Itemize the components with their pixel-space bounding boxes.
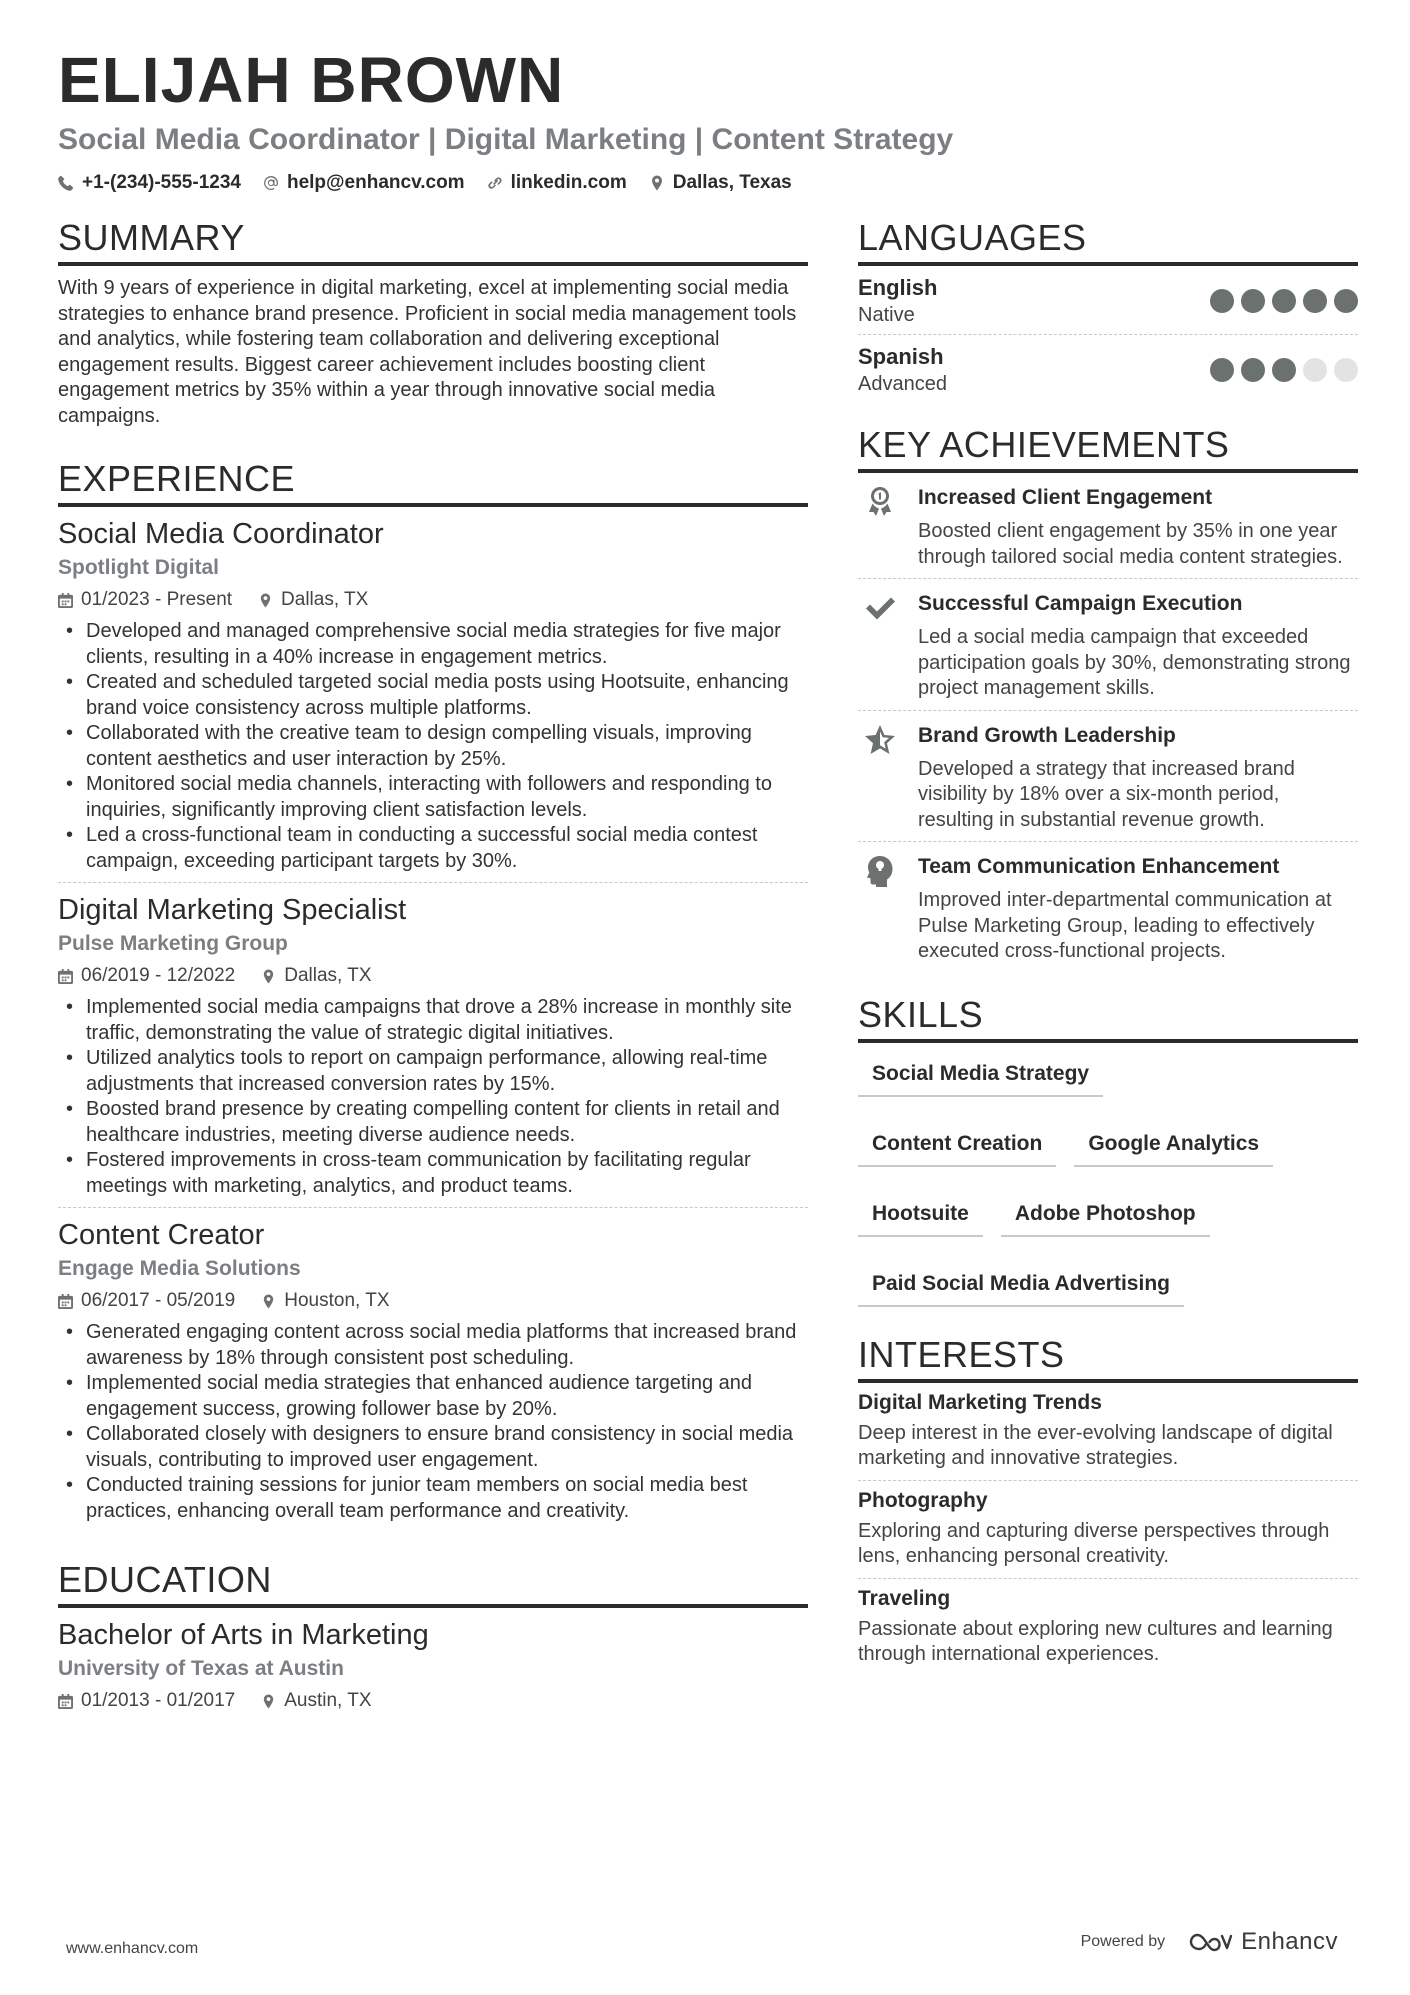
job-bullet: • Developed and managed comprehensive social media strategies for five major clients, resulting in a 40% increase in engagement metrics. bbox=[58, 619, 808, 670]
interests-section bbox=[858, 1333, 1358, 1676]
location-icon bbox=[258, 593, 273, 608]
link-icon bbox=[487, 175, 503, 191]
job-bullet: • Utilized analytics tools to report on campaign performance, allowing real-time adjustments that increased conversion rates by 15%. bbox=[58, 1046, 808, 1097]
footer-website[interactable]: www.enhancv.com bbox=[66, 1940, 199, 1957]
skill-tag: Content Creation bbox=[858, 1125, 1056, 1167]
job-location bbox=[261, 961, 371, 991]
job-location-text: Dallas, TX bbox=[284, 965, 372, 986]
resume-header bbox=[58, 42, 1358, 194]
job-entry bbox=[58, 507, 808, 883]
job-meta bbox=[58, 961, 808, 991]
company-name: Pulse Marketing Group bbox=[58, 932, 288, 955]
powered-by-label: Powered by bbox=[1080, 1933, 1166, 1950]
job-bullets bbox=[58, 995, 808, 1199]
interests-heading: INTERESTS bbox=[858, 1333, 1358, 1383]
languages-heading: LANGUAGES bbox=[858, 216, 1358, 266]
job-location bbox=[258, 585, 368, 615]
achievement-desc: Developed a strategy that increased brand visibility by 18% over a six-month period, resulting in substantial revenue growth. bbox=[918, 757, 1295, 831]
checkmark-icon bbox=[863, 591, 897, 625]
rating-dot-filled bbox=[1303, 289, 1327, 313]
language-rating bbox=[1210, 289, 1358, 313]
contact-email-text: help@enhancv.com bbox=[286, 172, 465, 193]
education-location-text: Austin, TX bbox=[284, 1690, 372, 1711]
job-title: Social Media Coordinator bbox=[58, 518, 384, 550]
job-bullet: • Boosted brand presence by creating compelling content for clients in retail and healthcare industries, meeting diverse audience needs. bbox=[58, 1097, 808, 1148]
left-column bbox=[58, 216, 808, 1724]
job-meta bbox=[58, 585, 808, 615]
achievement-icon-wrap bbox=[858, 589, 902, 702]
achievement-icon-wrap bbox=[858, 852, 902, 965]
location-icon bbox=[261, 1294, 276, 1309]
job-bullet: • Created and scheduled targeted social media posts using Hootsuite, enhancing brand voice consistency across multiple platforms. bbox=[58, 670, 808, 721]
achievement-title: Increased Client Engagement bbox=[918, 486, 1213, 509]
education-meta bbox=[58, 1686, 808, 1716]
contact-email[interactable] bbox=[263, 172, 465, 194]
language-name: English bbox=[858, 275, 938, 300]
contact-bar bbox=[58, 172, 1358, 194]
job-bullets bbox=[58, 1320, 808, 1524]
rating-dot-filled bbox=[1241, 358, 1265, 382]
degree-title: Bachelor of Arts in Marketing bbox=[58, 1619, 429, 1651]
job-dates bbox=[58, 585, 232, 615]
award-ribbon-icon bbox=[863, 485, 897, 519]
language-item bbox=[858, 335, 1358, 403]
skills-section bbox=[858, 993, 1358, 1307]
job-bullet: • Collaborated with the creative team to design compelling visuals, improving content aesthetics and user interaction by 25%. bbox=[58, 721, 808, 772]
education-dates-text: 01/2013 - 01/2017 bbox=[81, 1690, 236, 1711]
achievement-desc: Boosted client engagement by 35% in one year through tailored social media content strategies. bbox=[918, 520, 1343, 568]
calendar-icon bbox=[58, 1294, 73, 1309]
job-bullet: • Led a cross-functional team in conducting a successful social media contest campaign, exceeding participant targets by 30%. bbox=[58, 823, 808, 874]
job-dates bbox=[58, 1286, 235, 1316]
contact-location bbox=[649, 172, 792, 194]
interest-item bbox=[858, 1481, 1358, 1579]
candidate-name: ELIJAH BROWN bbox=[58, 44, 565, 116]
enhancv-logo-icon bbox=[1187, 1930, 1233, 1954]
job-dates-text: 01/2023 - Present bbox=[81, 589, 233, 610]
interest-desc: Deep interest in the ever-evolving landscape of digital marketing and innovative strategies. bbox=[858, 1421, 1333, 1469]
language-name: Spanish bbox=[858, 344, 944, 369]
location-icon bbox=[649, 175, 665, 191]
job-entry bbox=[58, 883, 808, 1208]
achievement-desc: Led a social media campaign that exceeded participation goals by 30%, demonstrating strong project management skills. bbox=[918, 626, 1351, 699]
summary-heading: SUMMARY bbox=[58, 216, 808, 266]
interest-title: Digital Marketing Trends bbox=[858, 1390, 1102, 1414]
experience-heading: EXPERIENCE bbox=[58, 457, 808, 507]
job-bullet: • Implemented social media strategies that enhanced audience targeting and engagement success, growing follower base by 20%. bbox=[58, 1371, 808, 1422]
education-entry bbox=[58, 1608, 808, 1724]
interest-title: Photography bbox=[858, 1488, 988, 1512]
education-heading: EDUCATION bbox=[58, 1558, 808, 1608]
rating-dot-filled bbox=[1210, 358, 1234, 382]
skills-list bbox=[858, 1055, 1358, 1307]
job-bullet: • Monitored social media channels, interacting with followers and responding to inquiries, significantly improving client satisfaction levels. bbox=[58, 772, 808, 823]
company-name: Spotlight Digital bbox=[58, 556, 219, 579]
contact-linkedin[interactable] bbox=[487, 172, 627, 194]
achievement-title: Team Communication Enhancement bbox=[918, 855, 1280, 878]
achievement-icon-wrap bbox=[858, 721, 902, 834]
education-section bbox=[58, 1558, 808, 1724]
job-bullet: • Conducted training sessions for junior team members on social media best practices, enhancing overall team performance and creativity. bbox=[58, 1473, 808, 1524]
achievement-title: Brand Growth Leadership bbox=[918, 723, 1176, 747]
enhancv-logo[interactable] bbox=[1187, 1928, 1338, 1956]
right-column bbox=[858, 216, 1358, 1676]
skill-tag: Adobe Photoshop bbox=[1001, 1195, 1210, 1237]
skill-tag: Social Media Strategy bbox=[858, 1055, 1103, 1097]
summary-section bbox=[58, 216, 808, 429]
footer-branding[interactable] bbox=[1081, 1928, 1338, 1956]
language-level: Native bbox=[858, 304, 915, 326]
rating-dot-empty bbox=[1303, 358, 1327, 382]
contact-phone[interactable] bbox=[58, 172, 241, 194]
phone-icon bbox=[58, 175, 74, 191]
head-thought-icon bbox=[863, 854, 897, 888]
languages-section bbox=[858, 216, 1358, 403]
calendar-icon bbox=[58, 593, 73, 608]
achievements-heading: KEY ACHIEVEMENTS bbox=[858, 423, 1358, 473]
contact-location-text: Dallas, Texas bbox=[672, 172, 792, 193]
achievements-section bbox=[858, 423, 1358, 973]
job-title: Content Creator bbox=[58, 1219, 265, 1251]
rating-dot-empty bbox=[1334, 358, 1358, 382]
education-location bbox=[261, 1686, 371, 1716]
at-icon bbox=[263, 175, 279, 191]
calendar-icon bbox=[58, 1694, 73, 1709]
experience-section bbox=[58, 457, 808, 1532]
job-location-text: Dallas, TX bbox=[281, 589, 369, 610]
job-bullet: • Fostered improvements in cross-team communication by facilitating regular meetings with marketing, analytics, and product teams. bbox=[58, 1148, 808, 1199]
rating-dot-filled bbox=[1210, 289, 1234, 313]
rating-dot-filled bbox=[1334, 289, 1358, 313]
job-bullet: • Collaborated closely with designers to ensure brand consistency in social media visuals, contributing to improved user engagement. bbox=[58, 1422, 808, 1473]
achievement-item bbox=[858, 711, 1358, 843]
job-location bbox=[261, 1286, 389, 1316]
skill-tag: Hootsuite bbox=[858, 1195, 983, 1237]
contact-phone-text: +1-(234)-555-1234 bbox=[82, 172, 241, 193]
interest-item bbox=[858, 1579, 1358, 1676]
job-meta bbox=[58, 1286, 808, 1316]
rating-dot-filled bbox=[1272, 358, 1296, 382]
language-item bbox=[858, 266, 1358, 335]
job-bullets bbox=[58, 619, 808, 874]
achievement-icon-wrap bbox=[858, 483, 902, 570]
interest-item bbox=[858, 1383, 1358, 1481]
language-rating bbox=[1210, 358, 1358, 382]
interest-title: Traveling bbox=[858, 1586, 951, 1610]
calendar-icon bbox=[58, 969, 73, 984]
location-icon bbox=[261, 969, 276, 984]
skill-tag: Google Analytics bbox=[1074, 1125, 1273, 1167]
contact-linkedin-text: linkedin.com bbox=[510, 172, 627, 193]
job-dates-text: 06/2019 - 12/2022 bbox=[81, 965, 236, 986]
candidate-title: Social Media Coordinator | Digital Marketing | Content Strategy bbox=[58, 123, 954, 156]
achievement-desc: Improved inter-departmental communication at Pulse Marketing Group, leading to effectively executed cross-functional projects. bbox=[918, 889, 1332, 962]
achievement-item bbox=[858, 842, 1358, 973]
language-level: Advanced bbox=[858, 373, 947, 395]
star-icon bbox=[863, 723, 897, 757]
rating-dot-filled bbox=[1272, 289, 1296, 313]
enhancv-brand-text: Enhancv bbox=[1241, 1928, 1338, 1955]
achievement-title: Successful Campaign Execution bbox=[918, 592, 1243, 615]
job-bullet: • Generated engaging content across social media platforms that increased brand awareness by 18% through consistent post scheduling. bbox=[58, 1320, 808, 1371]
job-entry bbox=[58, 1208, 808, 1532]
location-icon bbox=[261, 1694, 276, 1709]
summary-text: With 9 years of experience in digital marketing, excel at implementing social media strategies to enhance brand presence. Proficient in social media management tools and analytics, while fostering team collaboration and delivering exceptional engagement results. Biggest career achievement includes boosting client engagement metrics by 35% within a year through innovative social media campaigns. bbox=[58, 277, 797, 427]
school-name: University of Texas at Austin bbox=[58, 1657, 344, 1680]
education-dates bbox=[58, 1686, 235, 1716]
company-name: Engage Media Solutions bbox=[58, 1257, 301, 1280]
job-dates-text: 06/2017 - 05/2019 bbox=[81, 1290, 236, 1311]
skill-tag: Paid Social Media Advertising bbox=[858, 1265, 1184, 1307]
skills-heading: SKILLS bbox=[858, 993, 1358, 1043]
job-title: Digital Marketing Specialist bbox=[58, 894, 407, 926]
job-bullet: • Implemented social media campaigns that drove a 28% increase in monthly site traffic, demonstrating the value of strategic digital initiatives. bbox=[58, 995, 808, 1046]
interest-desc: Passionate about exploring new cultures and learning through international experiences. bbox=[858, 1617, 1333, 1665]
job-location-text: Houston, TX bbox=[284, 1290, 390, 1311]
job-dates bbox=[58, 961, 235, 991]
achievement-item bbox=[858, 579, 1358, 711]
interest-desc: Exploring and capturing diverse perspectives through lens, enhancing personal creativity. bbox=[858, 1519, 1330, 1567]
achievement-item bbox=[858, 473, 1358, 579]
rating-dot-filled bbox=[1241, 289, 1265, 313]
